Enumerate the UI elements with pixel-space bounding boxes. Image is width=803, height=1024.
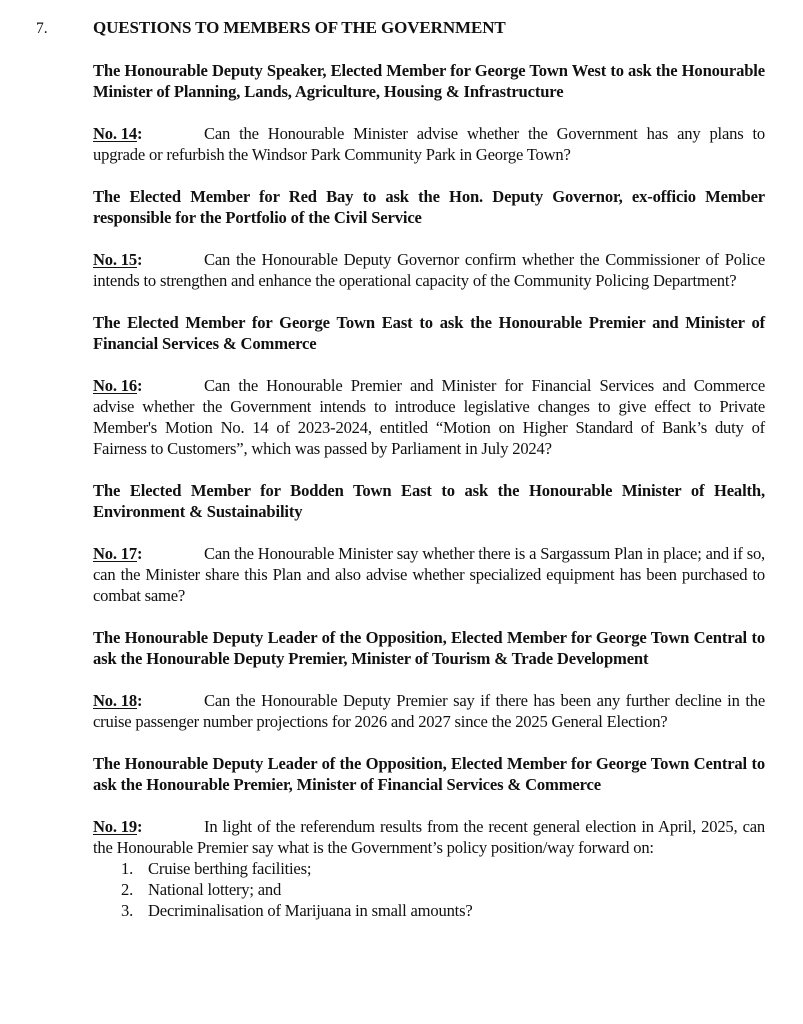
question-block-15 <box>93 186 765 312</box>
question-asker: The Elected Member for Bodden Town East to ask the Honourable Minister of Health, Environment & Sustainability <box>93 481 765 521</box>
question-text: Can the Honourable Deputy Premier say if there has been any further decline in the cruise passenger number projections for 2026 and 2027 since the 2025 General Election? <box>93 691 765 731</box>
section-title: QUESTIONS TO MEMBERS OF THE GOVERNMENT <box>93 18 506 37</box>
question-number-label: No. 15: <box>93 250 143 269</box>
option-item: 1. Cruise berthing facilities; <box>121 859 312 878</box>
question-text-block <box>93 375 765 459</box>
question-asker: The Honourable Deputy Speaker, Elected Member for George Town West to ask the Honourable Minister of Planning, Lands, Agriculture, Housing & Infrastructure <box>93 61 765 101</box>
question-text: Can the Honourable Minister advise whether the Government has any plans to upgrade or refurbish the Windsor Park Community Park in George Town? <box>93 124 765 164</box>
question-text-block <box>93 543 765 606</box>
question-number-label: No. 16: <box>93 376 143 395</box>
question-text-block <box>93 690 765 732</box>
question-text: Can the Honourable Minister say whether there is a Sargassum Plan in place; and if so, can the Minister share this Plan and also advise whether specialized equipment has been purchased to combat same? <box>93 544 765 605</box>
question-asker: The Honourable Deputy Leader of the Opposition, Elected Member for George Town Central to ask the Honourable Deputy Premier, Minister of Tourism & Trade Development <box>93 628 765 668</box>
question-text-block <box>93 123 765 165</box>
question-number-label: No. 18: <box>93 691 143 710</box>
question-block-14 <box>93 60 765 186</box>
question-asker: The Honourable Deputy Leader of the Opposition, Elected Member for George Town Central to ask the Honourable Premier, Minister of Financial Services & Commerce <box>93 754 765 794</box>
question-number-label: No. 19: <box>93 817 143 836</box>
question-block-19 <box>93 753 765 921</box>
question-text-block <box>93 816 765 858</box>
question-block-18 <box>93 627 765 753</box>
question-block-16 <box>93 312 765 480</box>
question-options-list <box>93 858 765 921</box>
question-number-label: No. 14: <box>93 124 143 143</box>
option-item: 2. National lottery; and <box>121 880 282 899</box>
question-asker: The Elected Member for Red Bay to ask the Hon. Deputy Governor, ex-officio Member responsible for the Portfolio of the Civil Service <box>93 187 765 227</box>
question-text: Can the Honourable Premier and Minister for Financial Services and Commerce advise whether the Government intends to introduce legislative changes to give effect to Private Member's Motion No. 14 of 2023-2024, entitled “Motion on Higher Standard of Bank’s duty of Fairness to Customers”, which was passed by Parliament in July 2024? <box>93 376 765 458</box>
option-item: 3. Decriminalisation of Marijuana in small amounts? <box>121 901 473 920</box>
section-number: 7. <box>36 20 48 37</box>
question-text: Can the Honourable Deputy Governor confirm whether the Commissioner of Police intends to strengthen and enhance the operational capacity of the Community Policing Department? <box>93 250 765 290</box>
question-asker: The Elected Member for George Town East to ask the Honourable Premier and Minister of Financial Services & Commerce <box>93 313 765 353</box>
question-text-block <box>93 249 765 291</box>
question-block-17 <box>93 480 765 627</box>
question-text: In light of the referendum results from the recent general election in April, 2025, can the Honourable Premier say what is the Government’s policy position/way forward on: <box>93 817 765 857</box>
question-number-label: No. 17: <box>93 544 143 563</box>
questions-list <box>93 60 765 921</box>
